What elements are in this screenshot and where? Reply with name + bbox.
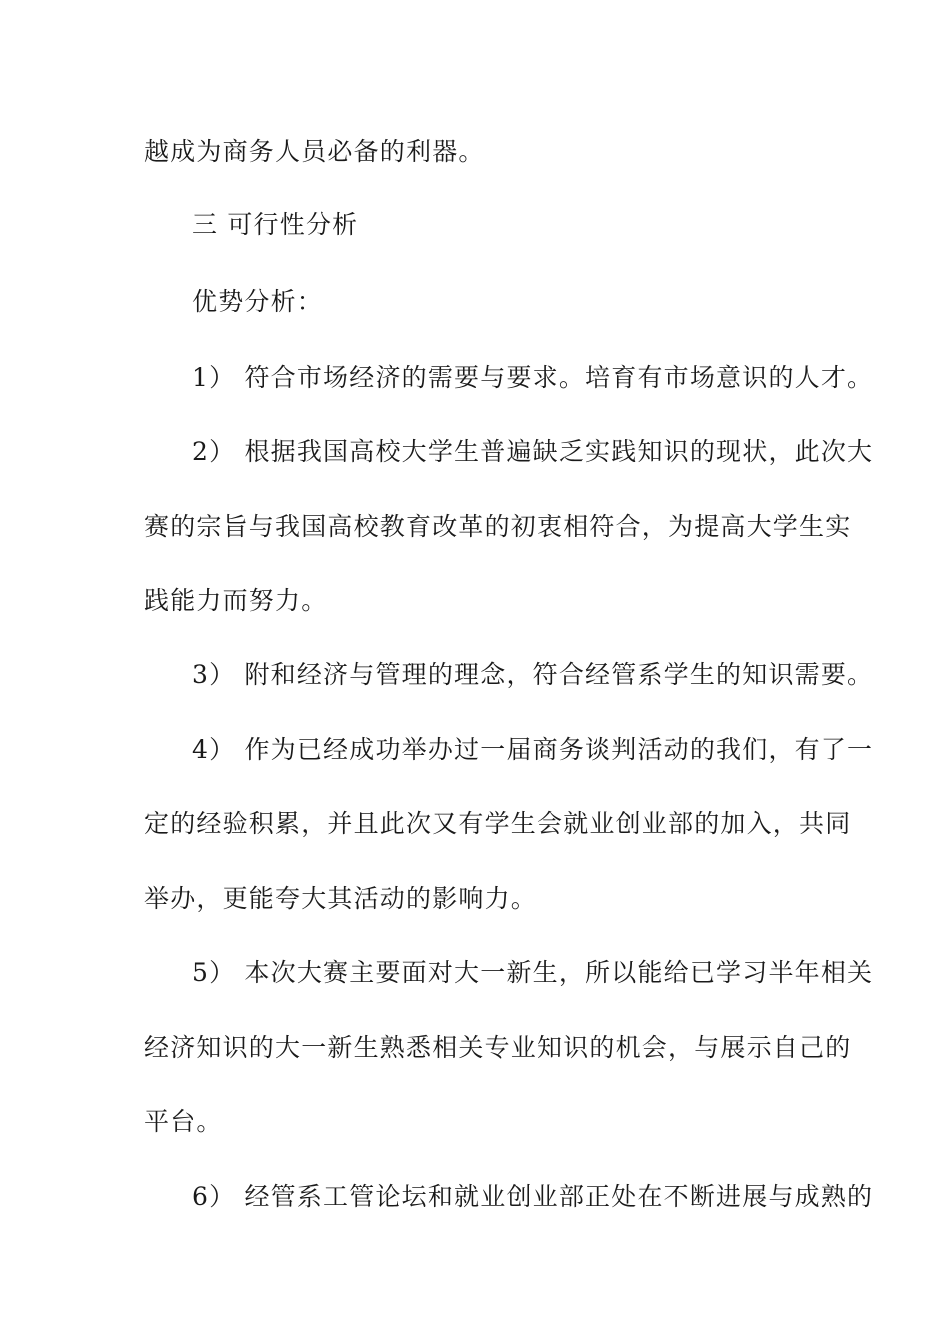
list-item-5: 5） 本次大赛主要面对大一新生，所以能给已学习半年相关 [192, 958, 874, 987]
section-heading: 三 可行性分析 [192, 210, 359, 239]
subheading: 优势分析： [192, 287, 324, 316]
paragraph-line: 定的经验积累，并且此次又有学生会就业创业部的加入，共同 [144, 809, 852, 838]
paragraph-line: 越成为商务人员必备的利器。 [144, 137, 485, 166]
paragraph-line: 经济知识的大一新生熟悉相关专业知识的机会，与展示自己的 [144, 1033, 852, 1062]
paragraph-line: 平台。 [144, 1107, 223, 1136]
list-item-4: 4） 作为已经成功举办过一届商务谈判活动的我们，有了一 [192, 735, 874, 764]
paragraph-line: 赛的宗旨与我国高校教育改革的初衷相符合，为提高大学生实 [144, 512, 852, 541]
paragraph-line: 践能力而努力。 [144, 586, 328, 615]
list-item-3: 3） 附和经济与管理的理念，符合经管系学生的知识需要。 [192, 660, 874, 689]
list-item-1: 1） 符合市场经济的需要与要求。培育有市场意识的人才。 [192, 363, 874, 392]
paragraph-line: 举办，更能夸大其活动的影响力。 [144, 884, 538, 913]
list-item-2: 2） 根据我国高校大学生普遍缺乏实践知识的现状，此次大 [192, 437, 874, 466]
list-item-6: 6） 经管系工管论坛和就业创业部正处在不断进展与成熟的 [192, 1182, 874, 1211]
